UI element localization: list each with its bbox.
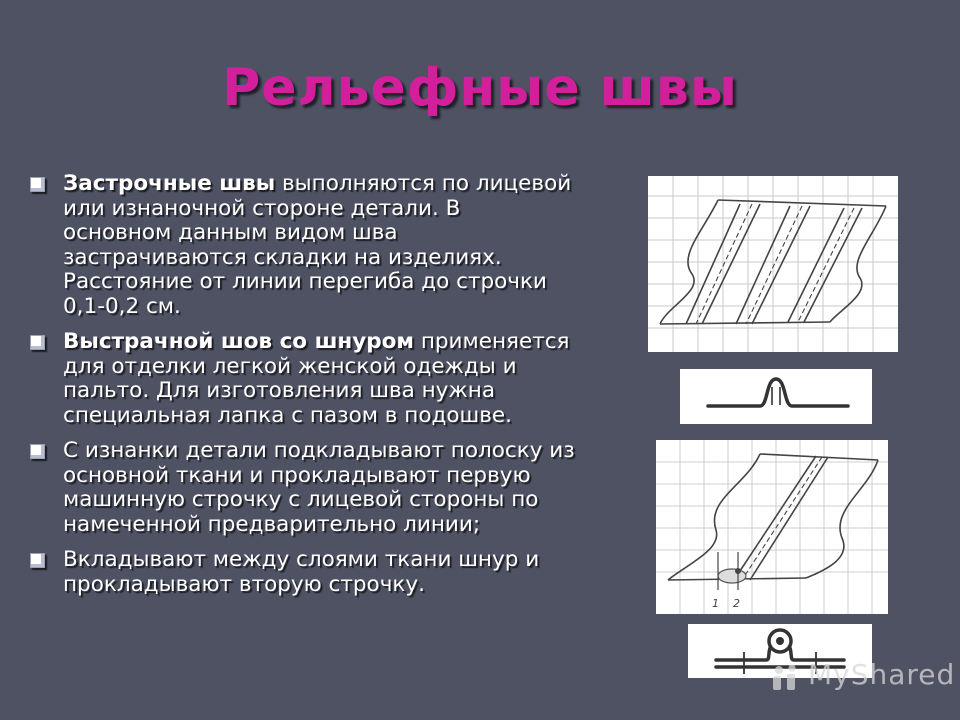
watermark-text: MyShared xyxy=(808,658,956,691)
bullet-square-icon xyxy=(30,553,45,568)
bullet-text: С изнанки детали подкладывают полоску из основной ткани и прокладывают первую машинную строчку с лицевой стороны по намеченной предварительно линии; xyxy=(63,438,575,537)
label-two: 2 xyxy=(733,597,740,610)
label-one: 1 xyxy=(712,597,719,610)
watermark-icon xyxy=(770,664,804,692)
bullet-text: Вкладывают между слоями ткани шнур и прокладывают вторую строчку. xyxy=(63,547,540,597)
bullet-text: применяется для отделки легкой женской одежды и пальто. Для изготовления шва нужна специальная лапка с пазом в подошве. xyxy=(63,329,570,428)
tucks-diagram xyxy=(648,176,898,352)
bullet-term: Выстрачной шов со шнуром xyxy=(63,329,415,354)
bullet-item xyxy=(30,548,575,597)
bullet-term: Застрочные швы xyxy=(63,171,276,196)
bullet-text: выполняются по лицевой или изнаночной стороне детали. В основном данным видом шва застрачиваются складки на изделиях. Расстояние от линии перегиба до строчки 0,1-0,2 см. xyxy=(63,171,572,319)
bullet-item xyxy=(30,439,575,537)
bullet-item xyxy=(30,330,575,428)
bullet-list xyxy=(30,172,575,608)
bullet-item xyxy=(30,172,575,319)
tuck-section-diagram xyxy=(680,369,872,424)
slide-title: Рельефные швы xyxy=(222,58,738,118)
bullet-square-icon xyxy=(30,177,45,192)
bullet-square-icon xyxy=(30,444,45,459)
bullet-square-icon xyxy=(30,335,45,350)
corded-seam-diagram xyxy=(656,440,888,614)
